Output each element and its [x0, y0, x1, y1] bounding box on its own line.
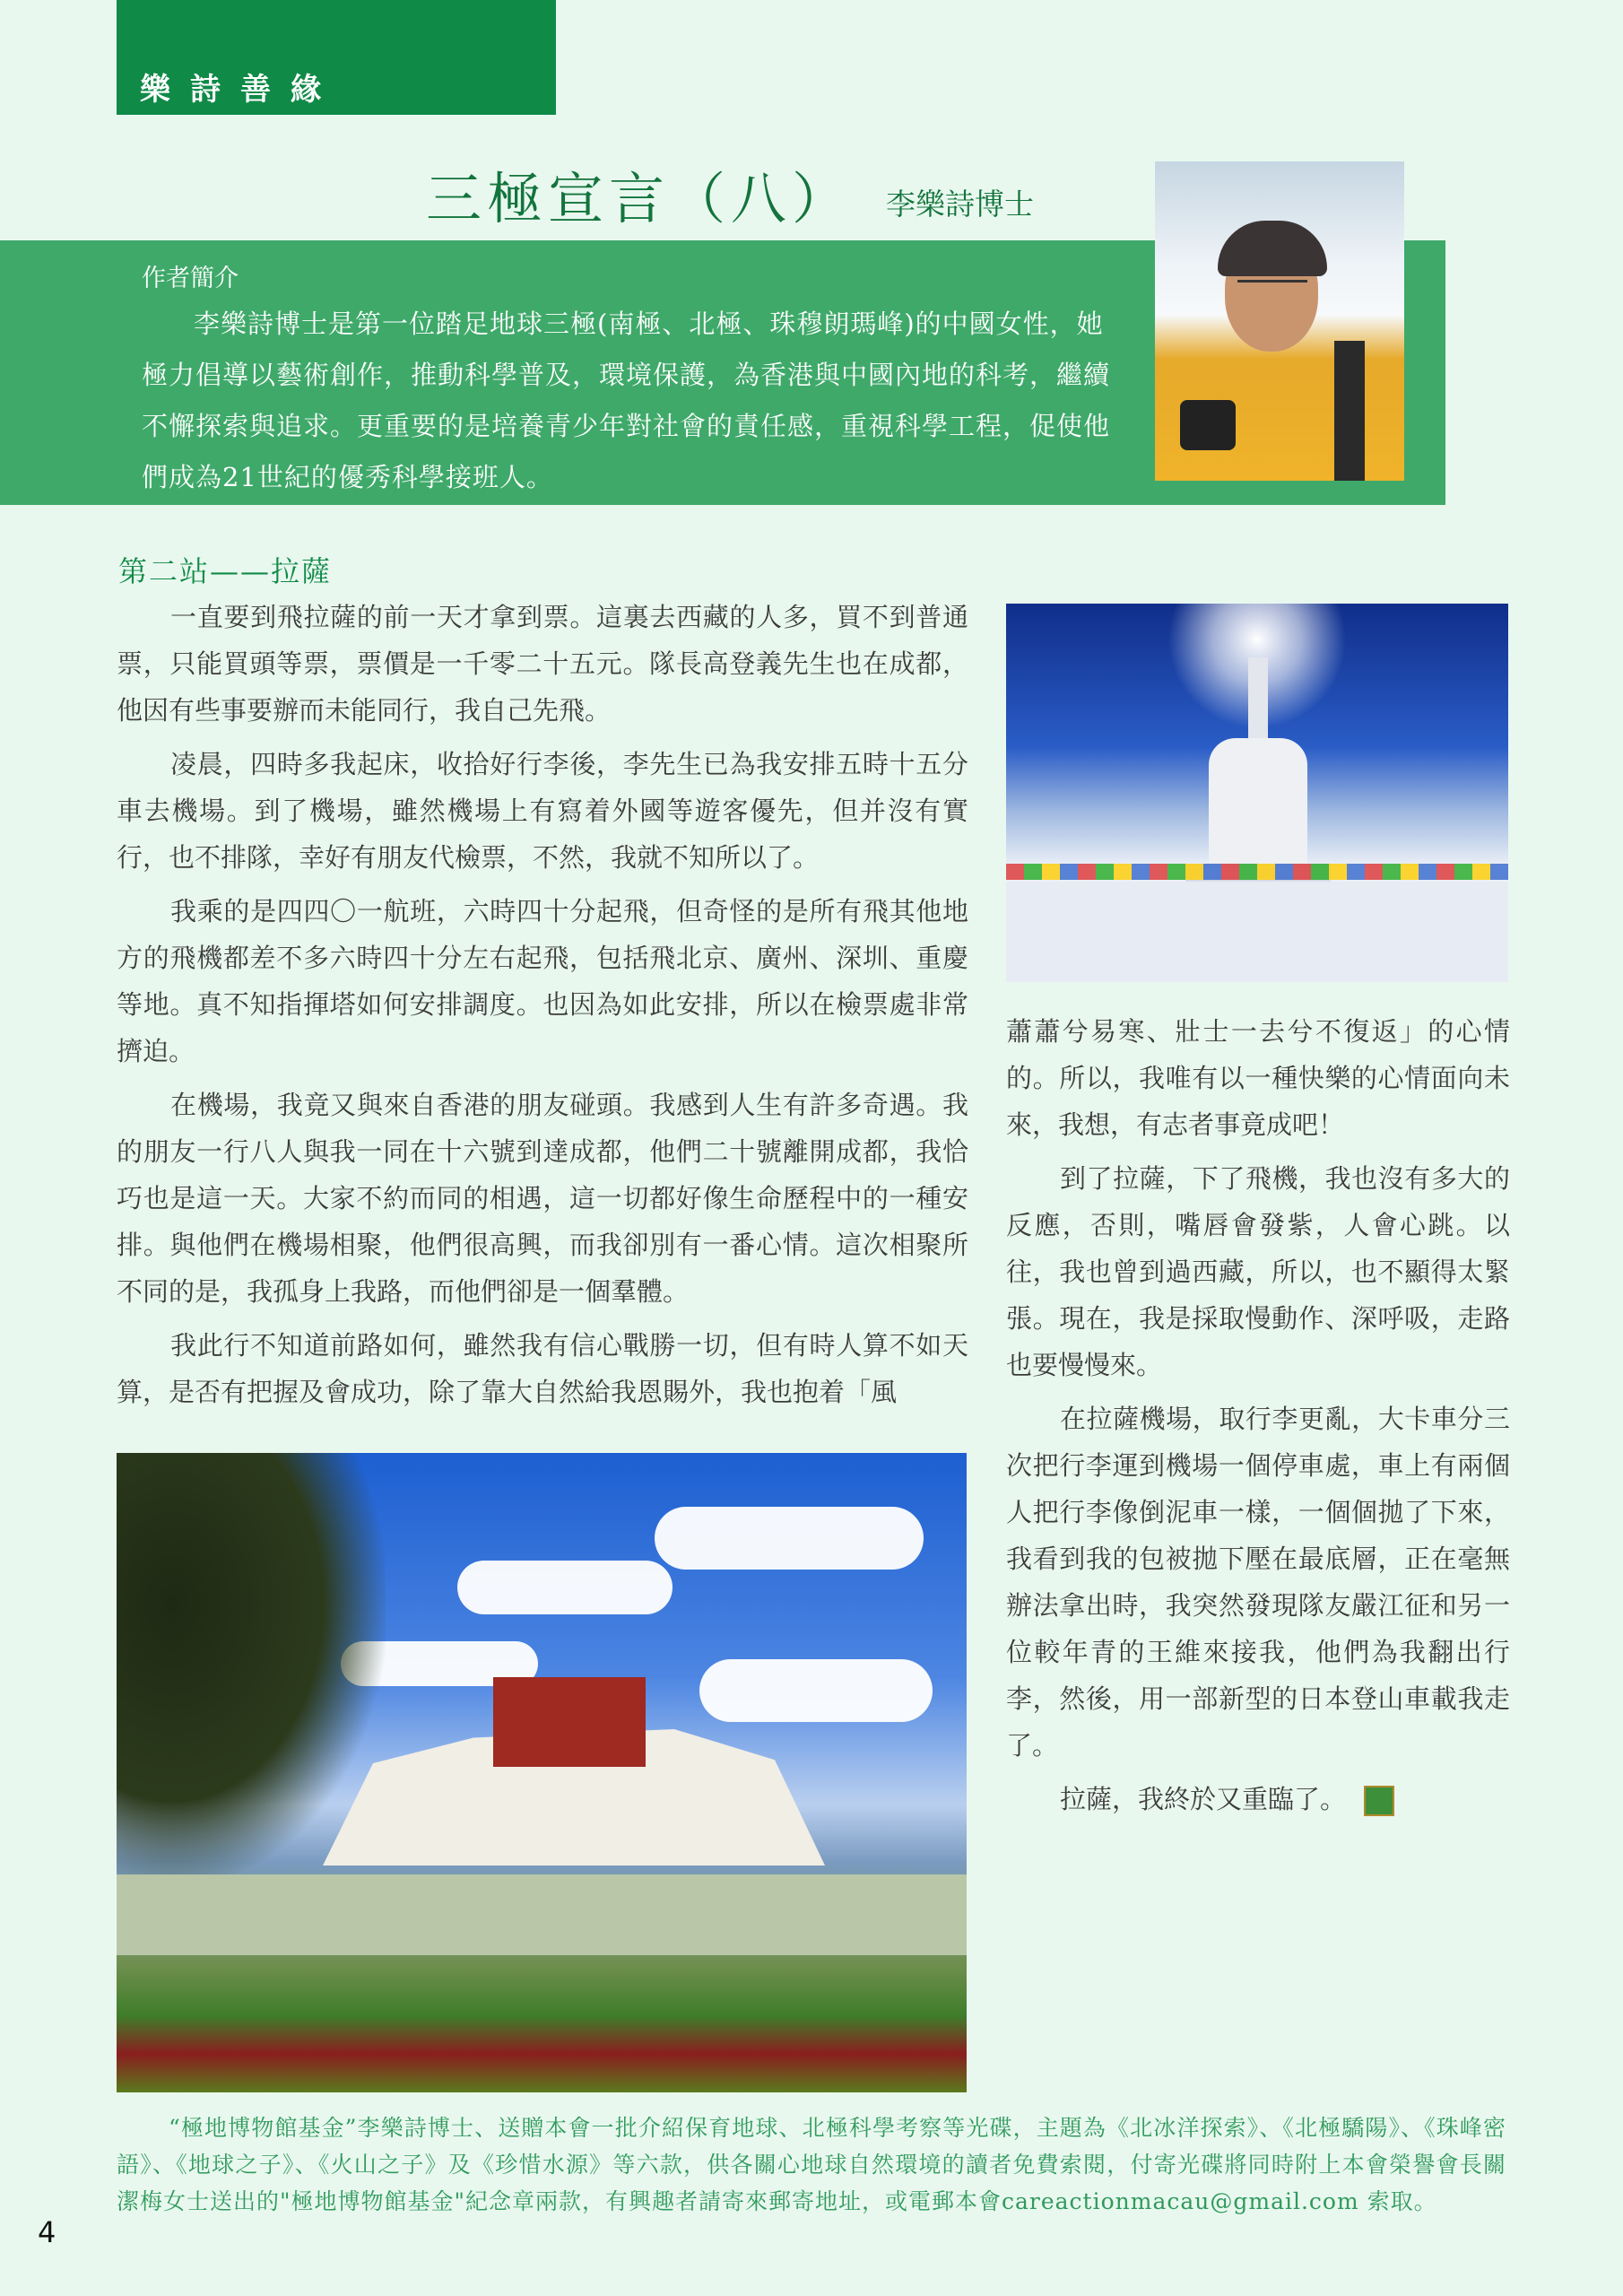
article-paragraph: 在機場，我竟又與來自香港的朋友碰頭。我感到人生有許多奇遇。我的朋友一行八人與我一同在十六號到達成都，他們二十號離開成都，我恰巧也是這一天。大家不約而同的相遇，這一切都好像生命歷程中的一種安排。與他們在機場相聚，他們很高興，而我卻別有一番心情。這次相聚所不同的是，我孤身上我路，而他們卻是一個羣體。: [117, 1090, 968, 1307]
article-paragraph: 在拉薩機場，取行李更亂，大卡車分三次把行李運到機場一個停車處，車上有兩個人把行李像倒泥車一樣，一個個拋了下來，我看到我的包被拋下壓在最底層，正在毫無辦法拿出時，我突然發現隊友嚴江征和另一位較年青的王維來接我，他們為我翻出行李，然後，用一部新型的日本登山車載我走了。: [1006, 1404, 1510, 1761]
footer-note: [117, 2109, 1506, 2220]
article-paragraph: 到了拉薩，下了飛機，我也沒有多大的反應，否則，嘴唇會發紫，人會心跳。以往，我也曾到過西藏，所以，也不顯得太緊張。現在，我是採取慢動作、深呼吸，走路也要慢慢來。: [1006, 1163, 1510, 1380]
author-portrait-photo: [1155, 161, 1404, 481]
end-mark-icon: [1364, 1786, 1394, 1816]
potala-palace-photo: [117, 1453, 967, 2092]
article-paragraph: 凌晨，四時多我起床，收拾好行李後，李先生已為我安排五時十五分車去機場。到了機場，雖然機場上有寫着外國等遊客優先，但并沒有實行，也不排隊，幸好有朋友代檢票，不然，我就不知所以了。: [117, 749, 968, 873]
section-tag-label: 樂詩善緣: [140, 72, 341, 108]
palace-square: [117, 1874, 967, 1955]
foreground-tree: [117, 1453, 386, 1883]
white-stupa: [1209, 738, 1307, 873]
potala-red-palace: [493, 1677, 646, 1767]
backpack-strap: [1334, 341, 1365, 481]
cloud: [699, 1659, 933, 1722]
footer-note-text: “極地博物館基金”李樂詩博士、送贈本會一批介紹保育地球、北極科學考察等光碟，主題為《北冰洋探索》、《北極驕陽》、《珠峰密語》、《地球之子》、《火山之子》及《珍惜水源》等六款，供各關心地球自然環境的讀者免費索閱，付寄光碟將同時附上本會榮譽會長關潔梅女士送出的"極地博物館基金"紀念章兩款，有興趣者請寄來郵寄地址，或電郵本會careactionmacau@gmail.com 索取。: [117, 2115, 1506, 2214]
article-paragraph: 我乘的是四四〇一航班，六時四十分起飛，但奇怪的是所有飛其他地方的飛機都差不多六時四十分左右起飛，包括飛北京、廣州、深圳、重慶等地。真不知指揮塔如何安排調度。也因為如此安排，所以在檢票處非常擠迫。: [117, 896, 968, 1066]
lhasa-stupa-photo: [1006, 604, 1508, 982]
portrait-hat: [1218, 221, 1327, 276]
cloud: [655, 1507, 924, 1570]
article-left-column: [117, 594, 968, 1422]
author-intro-heading: 作者簡介: [142, 265, 239, 292]
article-author: 李樂詩博士: [886, 187, 1034, 222]
portrait-camera: [1180, 400, 1236, 450]
stupa-spire: [1248, 657, 1268, 747]
article-paragraph: 一直要到飛拉薩的前一天才拿到票。這裏去西藏的人多，買不到普通票，只能買頭等票，票價是一千零二十五元。隊長高登義先生也在成都，他因有些事要辦而未能同行，我自己先飛。: [117, 602, 968, 726]
article-right-column: [1006, 1008, 1510, 1830]
section-tag: [117, 0, 556, 115]
portrait-glasses: [1237, 280, 1307, 295]
snowy-ground: [1006, 882, 1508, 982]
author-intro-body: [142, 299, 1110, 503]
article-paragraph-continuation: 蕭蕭兮易寒、壯士一去兮不復返」的心情的。所以，我唯有以一種快樂的心情面向未來，我想，有志者事竟成吧！: [1006, 1016, 1510, 1140]
cloud: [457, 1561, 673, 1614]
prayer-flags: [1006, 864, 1508, 880]
author-intro-text: 李樂詩博士是第一位踏足地球三極(南極、北極、珠穆朗瑪峰)的中國女性，她極力倡導以藝術創作，推動科學普及，環境保護，為香港與中國內地的科考，繼續不懈探索與追求。更重要的是培養青少年對社會的責任感，重視科學工程，促使他們成為21世紀的優秀科學接班人。: [142, 309, 1111, 492]
article-title: 三極宣言（八）: [426, 166, 854, 231]
page-number: 4: [38, 2215, 56, 2249]
article-closing-text: 拉薩，我終於又重臨了。: [1060, 1784, 1347, 1814]
article-paragraph: 我此行不知道前路如何，雖然我有信心戰勝一切，但有時人算不如天算，是否有把握及會成功，除了靠大自然給我恩賜外，我也抱着「風: [117, 1330, 968, 1407]
section-heading: 第二站——拉薩: [118, 554, 333, 588]
article-closing: [1006, 1776, 1510, 1822]
